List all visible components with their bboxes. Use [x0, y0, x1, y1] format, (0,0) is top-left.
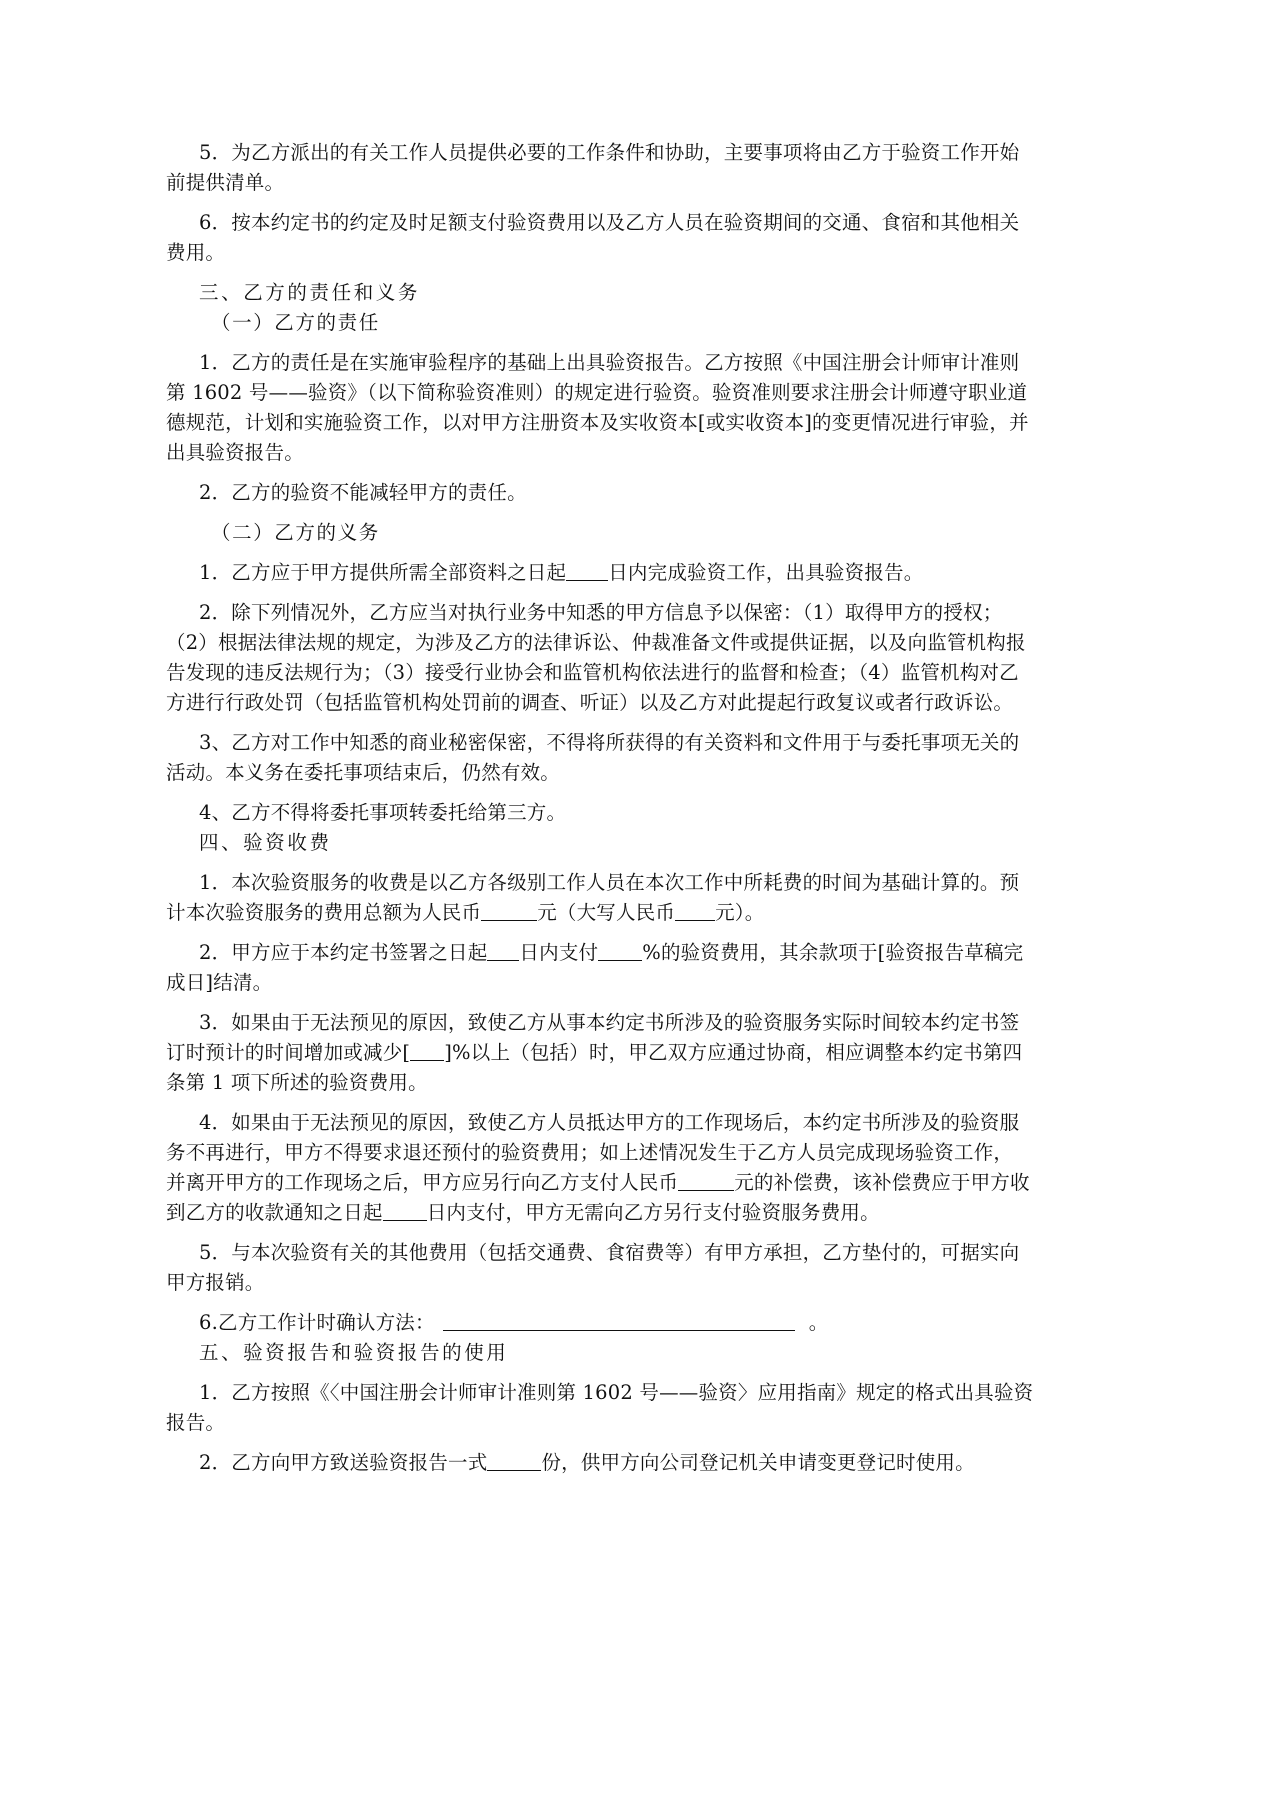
fee-3-line-2: [166, 1038, 1144, 1068]
oblig-1-b: 日内完成验资工作，出具验资报告。: [608, 561, 924, 584]
fee-1-line-1: 1．本次验资服务的收费是以乙方各级别工作人员在本次工作中所耗费的时间为基础计算的。预: [199, 871, 1020, 894]
para-6-line-2: 费用。: [166, 241, 226, 264]
oblig-2-line-3: 告发现的违反法规行为；（3）接受行业协会和监管机构依法进行的监督和检查；（4）监管机构对乙: [166, 661, 1019, 684]
fee-3-line-2-a: 订时预计的时间增加或减少[: [166, 1041, 411, 1064]
fee-1-line-2: [166, 898, 1144, 928]
oblig-2-line-1: 2．除下列情况外，乙方应当对执行业务中知悉的甲方信息予以保密：（1）取得甲方的授权；: [199, 601, 1003, 624]
fee-6-a: 6.乙方工作计时确认方法：: [199, 1311, 435, 1334]
fee-2-line-1-c: %的验资费用，其余款项于[验资报告草稿完: [642, 941, 1024, 964]
para-5-line-1: 5．为乙方派出的有关工作人员提供必要的工作条件和协助，主要事项将由乙方于验资工作开始: [199, 141, 1020, 164]
fee-3-line-1: 3．如果由于无法预见的原因，致使乙方从事本约定书所涉及的验资服务实际时间较本约定书签: [199, 1011, 1020, 1034]
para-6-line-1: 6．按本约定书的约定及时足额支付验资费用以及乙方人员在验资期间的交通、食宿和其他相关: [199, 211, 1020, 234]
fee-3-line-3: 条第 1 项下所述的验资费用。: [166, 1071, 428, 1094]
fee-4-line-3: [166, 1168, 1144, 1198]
blank-comp-days-field[interactable]: [383, 1200, 427, 1221]
fee-1-line-2-c: 元）。: [715, 901, 765, 924]
fee-2-line-1-a: 2．甲方应于本约定书签署之日起: [199, 941, 488, 964]
fee-2-line-1: [199, 938, 1144, 968]
fee-5-line-1: 5．与本次验资有关的其他费用（包括交通费、食宿费等）有甲方承担，乙方垫付的，可据实向: [199, 1241, 1020, 1264]
fee-2-line-2: 成日]结清。: [166, 971, 273, 994]
use-1-line-1: 1．乙方按照《〈中国注册会计师审计准则第 1602 号——验资〉应用指南》规定的格式出具验资: [199, 1381, 1034, 1404]
oblig-3-line-1: 3、乙方对工作中知悉的商业秘密保密，不得将所获得的有关资料和文件用于与委托事项无关的: [199, 731, 1020, 754]
fee-4-line-2: 务不再进行，甲方不得要求退还预付的验资费用；如上述情况发生于乙方人员完成现场验资工作，: [166, 1141, 1014, 1164]
blank-adjust-percent-field[interactable]: [410, 1040, 444, 1061]
fee-1-line-2-a: 计本次验资服务的费用总额为人民币: [166, 901, 482, 924]
blank-percent-field[interactable]: [598, 940, 642, 961]
use-2-b: 份，供甲方向公司登记机关申请变更登记时使用。: [541, 1451, 975, 1474]
fee-4-line-1: 4．如果由于无法预见的原因，致使乙方人员抵达甲方的工作现场后，本约定书所涉及的验资服: [199, 1111, 1020, 1134]
fee-6: [199, 1308, 1144, 1338]
blank-pay-days-field[interactable]: [487, 940, 519, 961]
fee-3-line-2-b: ]%以上（包括）时，甲乙双方应通过协商，相应调整本约定书第四: [444, 1041, 1023, 1064]
resp-1-line-2: 第 1602 号——验资》（以下简称验资准则）的规定进行验资。验资准则要求注册会计师遵守职业道: [166, 381, 1028, 404]
blank-timekeeping-method-field[interactable]: [443, 1310, 795, 1331]
section-5-heading: 五、验资报告和验资报告的使用: [199, 1341, 509, 1364]
use-1-line-2: 报告。: [166, 1411, 226, 1434]
fee-4-line-3-a: 并离开甲方的工作现场之后，甲方应另行向乙方支付人民币: [166, 1171, 679, 1194]
resp-1-line-3: 德规范，计划和实施验资工作，以对甲方注册资本及实收资本[或实收资本]的变更情况进行审验，并: [166, 411, 1029, 434]
blank-amount-field[interactable]: [481, 900, 537, 921]
oblig-1-a: 1．乙方应于甲方提供所需全部资料之日起: [199, 561, 567, 584]
para-5-line-2: 前提供清单。: [166, 171, 285, 194]
resp-1-line-4: 出具验资报告。: [166, 441, 304, 464]
fee-4-line-3-b: 元的补偿费，该补偿费应于甲方收: [734, 1171, 1030, 1194]
use-2: [199, 1448, 1144, 1478]
fee-4-line-4-a: 到乙方的收款通知之日起: [166, 1201, 383, 1224]
blank-days-field[interactable]: [566, 560, 608, 581]
section-3-heading: 三、乙方的责任和义务: [199, 281, 421, 304]
fee-4-line-4-b: 日内支付，甲方无需向乙方另行支付验资服务费用。: [426, 1201, 880, 1224]
fee-6-b: 。: [808, 1311, 829, 1334]
blank-compensation-field[interactable]: [678, 1170, 734, 1191]
oblig-4: 4、乙方不得将委托事项转委托给第三方。: [199, 801, 567, 824]
use-2-a: 2．乙方向甲方致送验资报告一式: [199, 1451, 488, 1474]
fee-4-line-4: [166, 1198, 1144, 1228]
blank-copies-field[interactable]: [487, 1450, 541, 1471]
oblig-3-line-2: 活动。本义务在委托事项结束后，仍然有效。: [166, 761, 561, 784]
section-4-heading: 四、验资收费: [199, 831, 332, 854]
fee-5-line-2: 甲方报销。: [166, 1271, 265, 1294]
fee-2-line-1-b: 日内支付: [519, 941, 599, 964]
oblig-1: [199, 558, 1144, 588]
oblig-2-line-4: 方进行行政处罚（包括监管机构处罚前的调查、听证）以及乙方对此提起行政复议或者行政诉讼。: [166, 691, 1014, 714]
oblig-2-line-2: （2）根据法律法规的规定，为涉及乙方的法律诉讼、仲裁准备文件或提供证据，以及向监管机构报: [166, 631, 1026, 654]
section-3-1-heading: （一）乙方的责任: [211, 311, 380, 334]
fee-1-line-2-b: 元（大写人民币: [537, 901, 676, 924]
section-3-2-heading: （二）乙方的义务: [211, 521, 380, 544]
blank-amount-words-field[interactable]: [675, 900, 715, 921]
resp-1-line-1: 1．乙方的责任是在实施审验程序的基础上出具验资报告。乙方按照《中国注册会计师审计准则: [199, 351, 1020, 374]
resp-2: 2．乙方的验资不能减轻甲方的责任。: [199, 481, 527, 504]
